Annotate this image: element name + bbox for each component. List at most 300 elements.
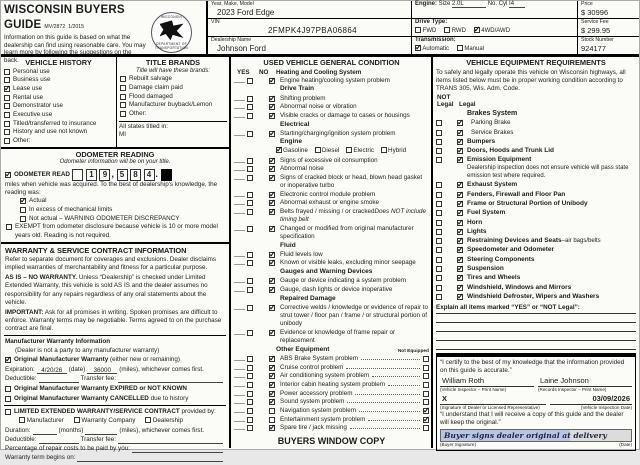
condition-row [234, 191, 429, 199]
yes-checkbox[interactable] [247, 78, 253, 84]
dotted-leader [368, 416, 420, 421]
odometer-section [1, 149, 229, 245]
transfer-fee-value-2[interactable] [118, 437, 223, 444]
legal-checkbox[interactable] [457, 130, 463, 136]
vehicle-history-item [4, 68, 114, 76]
no-checkbox[interactable] [269, 113, 275, 119]
vehicle-inspector-name: William Roth [440, 376, 534, 387]
repair-percentage-value[interactable] [132, 446, 223, 453]
vehicle-history-item [4, 120, 114, 128]
other-equipment-row [234, 398, 429, 406]
row-write-line[interactable] [234, 304, 245, 310]
legal-checkbox[interactable] [457, 220, 463, 226]
condition-row [234, 95, 429, 103]
form-title: WISCONSIN BUYERS GUIDE [4, 4, 125, 31]
explain-write-line[interactable] [436, 341, 636, 350]
stock-number-value: 924177 [581, 43, 607, 53]
condition-item-label: Shifting problem [280, 94, 326, 102]
odometer-option-checkbox[interactable] [20, 198, 26, 204]
transmission-checkbox[interactable] [457, 45, 463, 51]
expiration-date-value[interactable]: 4/20/26 [37, 367, 67, 374]
yes-checkbox[interactable] [247, 417, 253, 423]
no-checkbox[interactable] [269, 399, 275, 405]
not-legal-checkbox[interactable] [436, 148, 442, 154]
yes-checkbox[interactable] [247, 226, 253, 232]
odometer-read-checkbox[interactable] [5, 172, 11, 178]
deductible-row-2 [5, 436, 225, 444]
condition-row [234, 242, 429, 251]
condition-item-label: Abnormal exhaust or engine smoke [280, 199, 380, 207]
equipment-row [436, 237, 636, 246]
condition-row [234, 259, 429, 267]
fuel-type-option [346, 147, 374, 155]
fuel-type-row [276, 147, 429, 155]
states-titled-value[interactable]: MI [119, 130, 126, 138]
vehicle-history-checkbox[interactable] [4, 77, 10, 83]
row-write-line[interactable] [234, 390, 245, 396]
vehicle-history-checkbox[interactable] [4, 69, 10, 75]
title-brand-item-label: Flood damaged [129, 92, 173, 100]
warranty-term-label: Warranty term begins on: [5, 454, 76, 462]
legal-checkbox[interactable] [457, 257, 463, 263]
no-checkbox[interactable] [269, 209, 275, 215]
no-checkbox[interactable] [269, 158, 275, 164]
vehicle-history-checkbox[interactable] [4, 95, 10, 101]
year-make-model-field[interactable] [208, 1, 411, 19]
row-write-line[interactable] [234, 329, 245, 335]
row-write-line[interactable] [234, 277, 245, 283]
no-checkbox[interactable] [269, 373, 275, 379]
condition-row [234, 138, 429, 147]
fuel-type-checkbox[interactable] [346, 147, 352, 153]
row-write-line[interactable] [234, 407, 245, 413]
price-label: Price [581, 1, 593, 7]
yes-checkbox[interactable] [247, 96, 253, 102]
no-checkbox[interactable] [269, 252, 275, 258]
equipment-item-label: Service Brakes [471, 128, 514, 136]
odometer-option [20, 197, 225, 205]
equipment-item-label: Horn [467, 218, 483, 226]
other-equipment-label: Sound system problem [280, 398, 345, 406]
equipment-item-label: Emission Equipment [467, 156, 532, 164]
vehicle-inspector-field[interactable] [440, 376, 538, 393]
odometer-option-checkbox[interactable] [20, 207, 26, 213]
row-write-line[interactable] [234, 225, 245, 231]
title-brand-checkbox[interactable] [120, 102, 126, 108]
not-legal-checkbox[interactable] [436, 238, 442, 244]
equipment-row [436, 256, 636, 265]
duration-row [5, 427, 225, 435]
legal-checkbox[interactable] [457, 238, 463, 244]
no-checkbox[interactable] [269, 356, 275, 362]
engine-cyl-value[interactable]: I4 [509, 1, 525, 8]
not-legal-checkbox[interactable] [436, 257, 442, 263]
condition-row [234, 165, 429, 173]
row-write-line[interactable] [234, 424, 245, 430]
odometer-exempt-row [6, 223, 225, 239]
yes-checkbox[interactable] [247, 330, 253, 336]
no-checkbox[interactable] [269, 287, 275, 293]
no-checkbox[interactable] [269, 278, 275, 284]
fuel-type-checkbox[interactable] [276, 147, 282, 153]
no-checkbox[interactable] [269, 200, 275, 206]
title-brand-checkbox[interactable] [120, 94, 126, 100]
no-checkbox[interactable] [269, 391, 275, 397]
limited-warranty-row [5, 408, 225, 416]
no-checkbox[interactable] [269, 166, 275, 172]
no-checkbox[interactable] [269, 408, 275, 414]
vehicle-history-item-label: Business use [13, 76, 51, 84]
records-inspector-field[interactable] [538, 376, 632, 393]
records-inspector-name: Laine Johnson [538, 376, 632, 387]
title-brands-subtitle: Title will have these brands: [136, 67, 210, 74]
form-revision: 1/2015 [68, 23, 85, 30]
not-legal-checkbox[interactable] [436, 275, 442, 281]
buyer-signature-field[interactable] [440, 429, 632, 442]
yes-checkbox[interactable] [247, 408, 253, 414]
equipment-row [436, 228, 636, 237]
vehicle-history-item [4, 85, 114, 93]
odometer-digit[interactable]: 4 [144, 169, 155, 181]
legal-checkbox[interactable] [457, 266, 463, 272]
vehicle-history-checkbox[interactable] [4, 86, 10, 92]
vehicle-history-checkbox[interactable] [4, 103, 10, 109]
yes-checkbox[interactable] [247, 200, 253, 206]
not-equipped-checkbox[interactable] [423, 391, 429, 397]
condition-row [234, 268, 429, 277]
equipment-row [436, 156, 636, 180]
equipment-row [436, 246, 636, 255]
yes-checkbox[interactable] [247, 104, 253, 110]
duration-label: Duration: [5, 426, 31, 434]
legal-checkbox[interactable] [457, 229, 463, 235]
row-write-line[interactable] [234, 103, 245, 109]
legal-checkbox[interactable] [457, 120, 463, 126]
equipment-row [436, 293, 636, 302]
yes-checkbox[interactable] [247, 260, 253, 266]
stock-number-field[interactable] [578, 37, 639, 54]
not-legal-checkbox[interactable] [436, 182, 442, 188]
legal-checkbox[interactable] [457, 275, 463, 281]
row-write-line[interactable] [234, 191, 245, 197]
condition-row [234, 225, 429, 241]
row-write-line[interactable] [234, 199, 245, 205]
not-equipped-checkbox[interactable] [423, 356, 429, 362]
odometer-option [20, 215, 225, 223]
yes-checkbox[interactable] [247, 356, 253, 362]
equipment-row [436, 274, 636, 283]
service-fee-field[interactable] [578, 19, 639, 37]
no-checkbox[interactable] [269, 96, 275, 102]
yes-checkbox[interactable] [247, 365, 253, 371]
warranty-term-value[interactable] [77, 455, 223, 462]
explain-write-line[interactable] [436, 323, 636, 332]
other-equipment-label: ABS Brake System problem [280, 355, 359, 363]
not-equipped-checkbox[interactable] [423, 373, 429, 379]
condition-row [234, 251, 429, 259]
transmission-label: Transmission: [415, 37, 456, 43]
row-write-line[interactable] [234, 77, 245, 83]
yes-checkbox[interactable] [247, 305, 253, 311]
not-equipped-checkbox[interactable] [423, 399, 429, 405]
row-write-line[interactable] [234, 208, 245, 214]
price-field[interactable] [578, 1, 639, 19]
transfer-fee-value[interactable] [118, 376, 223, 383]
price-fields [577, 1, 639, 54]
equipment-row [436, 209, 636, 218]
no-checkbox[interactable] [269, 78, 275, 84]
equipment-item-label: Lights [467, 227, 487, 235]
yes-checkbox[interactable] [247, 131, 253, 137]
yes-checkbox[interactable] [247, 192, 253, 198]
vehicle-history-checkbox[interactable] [4, 112, 10, 118]
not-equipped-checkbox[interactable] [423, 382, 429, 388]
warranty-expired-checkbox[interactable] [5, 386, 11, 392]
row-write-line[interactable] [234, 112, 245, 118]
drive-type-option [474, 28, 510, 34]
row-write-line[interactable] [234, 251, 245, 257]
row-write-line[interactable] [234, 157, 245, 163]
equipment-row [436, 200, 636, 209]
vehicle-history-checkbox[interactable] [4, 121, 10, 127]
legal-checkbox[interactable] [457, 157, 463, 163]
not-legal-checkbox[interactable] [436, 285, 442, 291]
no-checkbox[interactable] [269, 365, 275, 371]
engine-size-value[interactable]: 2.0L [452, 1, 486, 8]
service-fee-value: $ 299.95 [581, 25, 611, 35]
odometer-digit[interactable] [72, 169, 83, 181]
not-equipped-checkbox[interactable] [423, 417, 429, 423]
explain-write-line[interactable] [436, 332, 636, 341]
yes-checkbox[interactable] [247, 166, 253, 172]
fuel-type-checkbox[interactable] [315, 147, 321, 153]
not-equipped-checkbox[interactable] [423, 425, 429, 431]
equipment-row [436, 138, 636, 147]
no-checkbox[interactable] [269, 425, 275, 431]
warranty-cancelled-checkbox[interactable] [5, 396, 11, 402]
row-write-line[interactable] [234, 364, 245, 370]
legal-checkbox[interactable] [457, 148, 463, 154]
not-legal-checkbox[interactable] [436, 294, 442, 300]
yes-checkbox[interactable] [247, 382, 253, 388]
odometer-digit[interactable]: 8 [130, 169, 141, 181]
not-legal-checkbox[interactable] [436, 229, 442, 235]
dotted-leader [388, 381, 420, 386]
other-equipment-row [234, 381, 429, 389]
vehicle-history-item-label: Lease use [13, 84, 43, 92]
deductible-value[interactable] [39, 376, 79, 383]
equipment-column [433, 57, 639, 448]
condition-item-label: Visible cracks or damage to cases or housings [280, 111, 410, 119]
condition-row [234, 112, 429, 120]
warranty-paragraph-3 [5, 309, 225, 334]
yes-checkbox[interactable] [247, 391, 253, 397]
provider-checkbox[interactable] [19, 417, 25, 423]
stock-number-label: Stock Number [581, 37, 614, 43]
row-write-line[interactable] [234, 398, 245, 404]
yes-checkbox[interactable] [247, 373, 253, 379]
no-checkbox[interactable] [269, 192, 275, 198]
legal-checkbox[interactable] [457, 285, 463, 291]
odometer-exempt-checkbox[interactable] [6, 224, 12, 230]
limited-warranty-checkbox[interactable] [5, 409, 11, 415]
warranty-expired-label: Original Manufacturer Warranty EXPIRED or NOT KNOWN [14, 384, 187, 392]
wisconsin-dot-seal-logo [151, 12, 192, 53]
duration-months-value[interactable] [33, 428, 57, 435]
equipment-row [436, 129, 636, 138]
row-write-line[interactable] [234, 259, 245, 265]
not-legal-checkbox[interactable] [436, 247, 442, 253]
odometer-subtitle: Odometer information will be on your title. [59, 159, 171, 166]
no-checkbox[interactable] [269, 330, 275, 336]
vehicle-history-item-label: Executive use [13, 110, 53, 118]
equipment-row [436, 219, 636, 228]
other-equipment-row [234, 407, 429, 415]
understand-statement: “I understand that I will receive a copy of this guide and the dealer will keep the original.” [440, 410, 624, 426]
dealer-signature-field[interactable] [440, 394, 550, 411]
yes-checkbox[interactable] [247, 252, 253, 258]
provider-checkbox[interactable] [74, 417, 80, 423]
engine-field[interactable] [412, 1, 577, 19]
other-equipment-title: Other Equipment [276, 346, 330, 354]
drive-type-checkbox[interactable] [444, 27, 450, 33]
vehicle-inspector-caption: (Vehicle Inspector – Print Name) [440, 386, 507, 392]
legal-checkbox[interactable] [457, 182, 463, 188]
no-checkbox[interactable] [269, 260, 275, 266]
transfer-fee-label: Transfer fee: [80, 375, 116, 383]
equipment-item-label: Windshield Defroster, Wipers and Washers [467, 292, 600, 300]
not-legal-checkbox[interactable] [436, 157, 442, 163]
odometer-option-checkbox[interactable] [20, 216, 26, 222]
explain-write-line[interactable] [436, 314, 636, 323]
not-legal-checkbox[interactable] [436, 266, 442, 272]
provider-checkbox[interactable] [145, 417, 151, 423]
important-text: Ask for all promises in writing. Spoken promises are difficult to enforce. Warranty terms may be negotiable. Terms agreed to on the purchase contract are final. [5, 308, 222, 333]
odometer-read-row [5, 169, 225, 181]
legal-checkbox[interactable] [457, 139, 463, 145]
no-checkbox[interactable] [269, 131, 275, 137]
seal-emblem-icon [160, 20, 184, 40]
row-write-line[interactable] [234, 372, 245, 378]
seal-text-top: WISCONSIN [160, 15, 183, 19]
not-legal-checkbox[interactable] [436, 220, 442, 226]
transmission-checkbox[interactable] [415, 45, 421, 51]
row-write-line[interactable] [234, 355, 245, 361]
dotted-leader [359, 407, 420, 412]
warranty-paragraph-2 [5, 274, 225, 307]
legal-checkbox[interactable] [457, 210, 463, 216]
not-equipped-checkbox[interactable] [423, 408, 429, 414]
buyers-window-copy-label: BUYERS WINDOW COPY [277, 436, 386, 447]
odometer-digit[interactable]: 1 [86, 169, 97, 181]
dealership-name-field[interactable] [208, 37, 411, 54]
expiration-miles-value[interactable]: 36000 [87, 367, 117, 374]
not-equipped-checkbox[interactable] [423, 365, 429, 371]
not-legal-checkbox[interactable] [436, 210, 442, 216]
row-write-line[interactable] [234, 416, 245, 422]
no-checkbox[interactable] [269, 305, 275, 311]
title-brand-checkbox[interactable] [120, 111, 126, 117]
dotted-leader [372, 372, 420, 377]
title-brand-item [120, 75, 227, 83]
provider-option [74, 417, 136, 424]
row-write-line[interactable] [234, 95, 245, 101]
vehicle-history-item [4, 76, 114, 84]
yes-checkbox[interactable] [247, 158, 253, 164]
row-write-line[interactable] [234, 381, 245, 387]
not-legal-checkbox[interactable] [436, 192, 442, 198]
drive-type-checkbox[interactable] [415, 27, 421, 33]
legal-checkbox[interactable] [457, 201, 463, 207]
vehicle-history-item-label: Titled/transferred to insurance [13, 119, 97, 127]
condition-row [234, 277, 429, 285]
row-write-line[interactable] [234, 130, 245, 136]
condition-item-label: Abnormal noise [280, 165, 324, 173]
vehicle-history-checkbox[interactable] [4, 138, 10, 144]
engine-label: Engine: [415, 1, 437, 7]
form-info-text: Information on this guide is based on what the dealership can find using reasonable care. You may learn more by following the suggestions on the back. [4, 33, 146, 65]
not-legal-checkbox[interactable] [436, 120, 442, 126]
legal-checkbox[interactable] [457, 294, 463, 300]
condition-row [234, 304, 429, 329]
title-brand-checkbox[interactable] [120, 76, 126, 82]
row-write-line[interactable] [234, 165, 245, 171]
equipment-row [436, 147, 636, 156]
legal-checkbox[interactable] [457, 192, 463, 198]
vehicle-history-item [4, 94, 114, 102]
no-checkbox[interactable] [269, 175, 275, 181]
yes-checkbox[interactable] [247, 287, 253, 293]
yes-checkbox[interactable] [247, 113, 253, 119]
no-checkbox[interactable] [269, 104, 275, 110]
vehicle-history-checkbox[interactable] [4, 129, 10, 135]
condition-item-label: Changed or modified from original manufacturer specification [280, 224, 414, 241]
yes-checkbox[interactable] [247, 209, 253, 215]
no-checkbox[interactable] [269, 226, 275, 232]
yes-checkbox[interactable] [247, 425, 253, 431]
odometer-digit[interactable]: 9 [99, 169, 110, 181]
deductible-value-2[interactable] [39, 437, 79, 444]
drive-type-checkbox[interactable] [474, 27, 480, 33]
fuel-type-checkbox[interactable] [381, 147, 387, 153]
yes-checkbox[interactable] [247, 399, 253, 405]
transmission-option-label: Manual [464, 45, 485, 52]
no-column-label: NO [259, 68, 269, 76]
row-write-line[interactable] [234, 174, 245, 180]
certification-section [436, 353, 636, 451]
date-caption: (Date) [619, 442, 632, 448]
vin-field[interactable] [208, 19, 411, 37]
odometer-digit[interactable]: 5 [117, 169, 128, 181]
no-checkbox[interactable] [269, 417, 275, 423]
duration-miles-value[interactable] [85, 428, 117, 435]
not-equipped-label: Not Equipped [397, 348, 429, 354]
original-warranty-checkbox[interactable] [5, 357, 11, 363]
row-write-line[interactable] [234, 286, 245, 292]
title-brand-checkbox[interactable] [120, 85, 126, 91]
yes-checkbox[interactable] [247, 278, 253, 284]
not-legal-checkbox[interactable] [436, 201, 442, 207]
no-checkbox[interactable] [269, 382, 275, 388]
drive-type-option-label: RWD [451, 27, 466, 34]
condition-item-label: Engine [280, 138, 302, 146]
not-legal-checkbox[interactable] [436, 130, 442, 136]
legal-checkbox[interactable] [457, 247, 463, 253]
other-equipment-row [234, 390, 429, 398]
yes-checkbox[interactable] [247, 175, 253, 181]
not-legal-checkbox[interactable] [436, 139, 442, 145]
inspection-date-field[interactable] [550, 394, 632, 411]
